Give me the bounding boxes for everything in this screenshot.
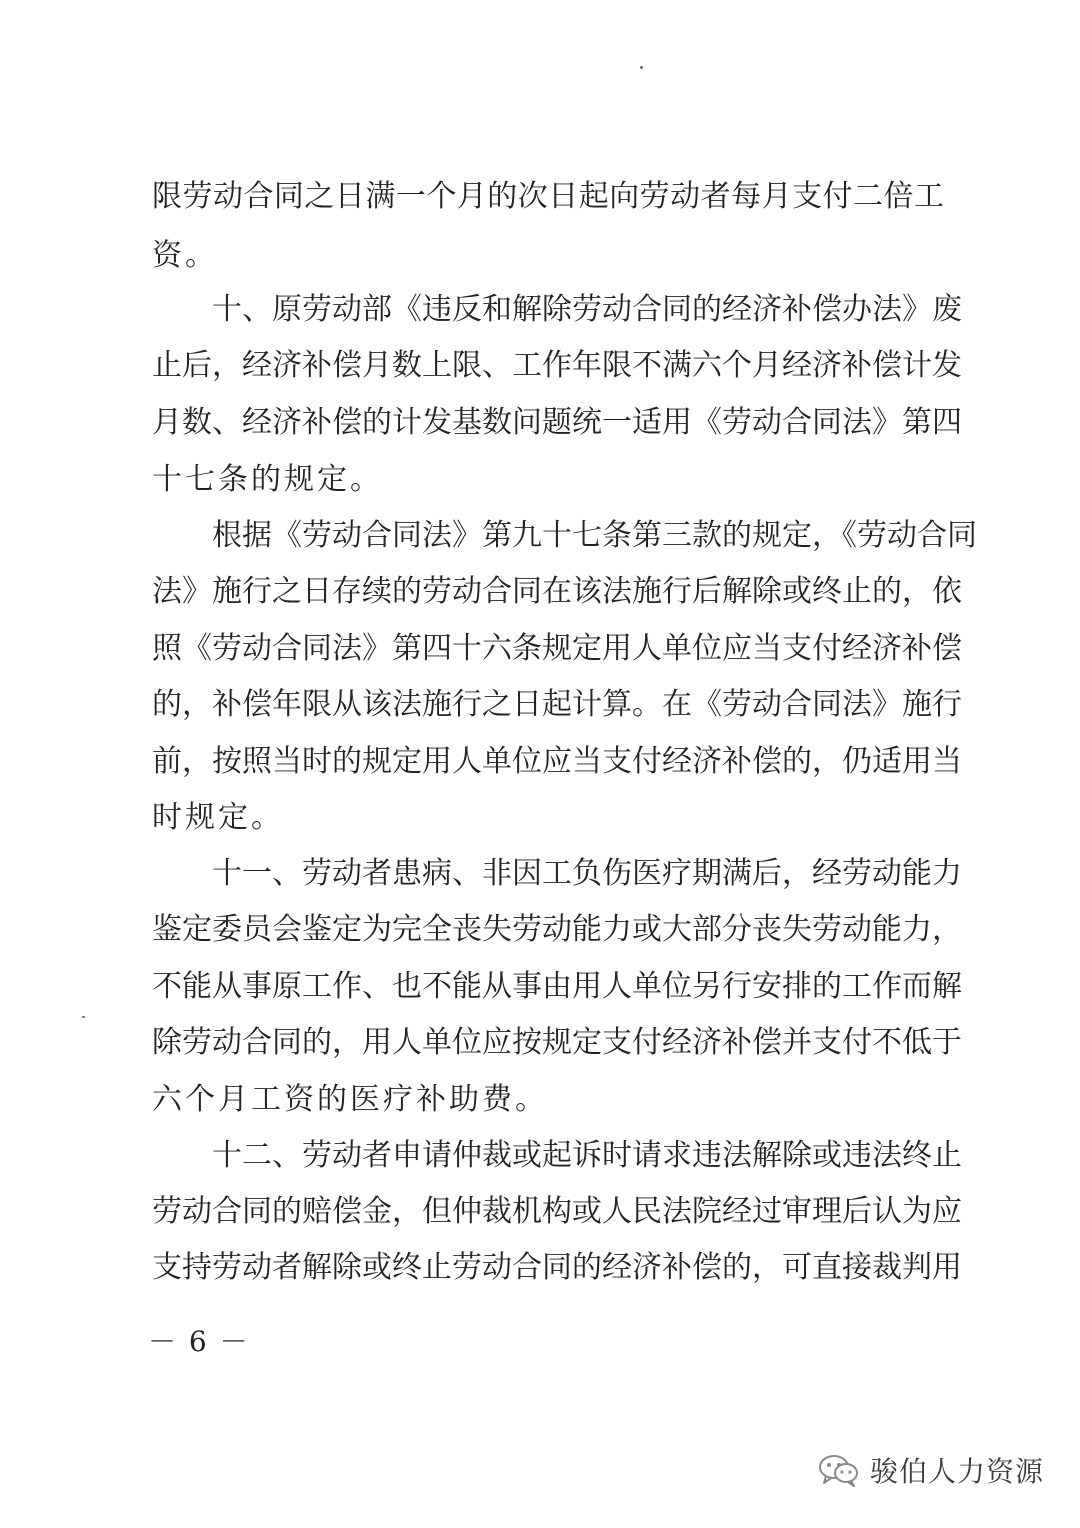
watermark-text: 骏伯人力资源	[869, 1455, 1044, 1488]
text-line: 月数、经济补偿的计发基数问题统一适用《劳动合同法》第四	[152, 405, 962, 440]
text-line: 鉴定委员会鉴定为完全丧失劳动能力或大部分丧失劳动能力，	[152, 912, 962, 947]
text-line: 的，补偿年限从该法施行之日起计算。在《劳动合同法》施行	[152, 687, 962, 722]
text-line: 十二、劳动者申请仲裁或起诉时请求违法解除或违法终止	[212, 1138, 962, 1173]
watermark	[818, 1448, 1044, 1492]
wechat-icon	[818, 1453, 860, 1487]
text-line: 照《劳动合同法》第四十六条规定用人单位应当支付经济补偿	[152, 631, 962, 666]
scan-speck	[640, 66, 643, 69]
text-line: 支持劳动者解除或终止劳动合同的经济补偿的，可直接裁判用	[152, 1250, 962, 1285]
text-line: 止后，经济补偿月数上限、工作年限不满六个月经济补偿计发	[152, 348, 962, 383]
text-line: 除劳动合同的，用人单位应按规定支付经济补偿并支付不低于	[152, 1025, 962, 1060]
text-line: 限劳动合同之日满一个月的次日起向劳动者每月支付二倍工	[152, 179, 944, 214]
text-line: 资。	[152, 238, 218, 273]
text-line: 六个月工资的医疗补助费。	[152, 1082, 548, 1117]
text-line: 十一、劳动者患病、非因工负伤医疗期满后，经劳动能力	[212, 856, 962, 891]
text-line: 十、原劳动部《违反和解除劳动合同的经济补偿办法》废	[212, 292, 962, 327]
page-number: － 6 －	[148, 1325, 250, 1358]
text-line: 十七条的规定。	[152, 462, 383, 497]
text-line: 劳动合同的赔偿金，但仲裁机构或人民法院经过审理后认为应	[152, 1194, 962, 1229]
text-line: 法》施行之日存续的劳动合同在该法施行后解除或终止的，依	[152, 574, 962, 609]
text-line: 时规定。	[152, 800, 284, 835]
text-line: 根据《劳动合同法》第九十七条第三款的规定，《劳动合同	[212, 518, 977, 553]
scan-speck	[82, 1016, 85, 1018]
text-line: 前，按照当时的规定用人单位应当支付经济补偿的，仍适用当	[152, 744, 962, 779]
text-line: 不能从事原工作、也不能从事由用人单位另行安排的工作而解	[152, 969, 962, 1004]
